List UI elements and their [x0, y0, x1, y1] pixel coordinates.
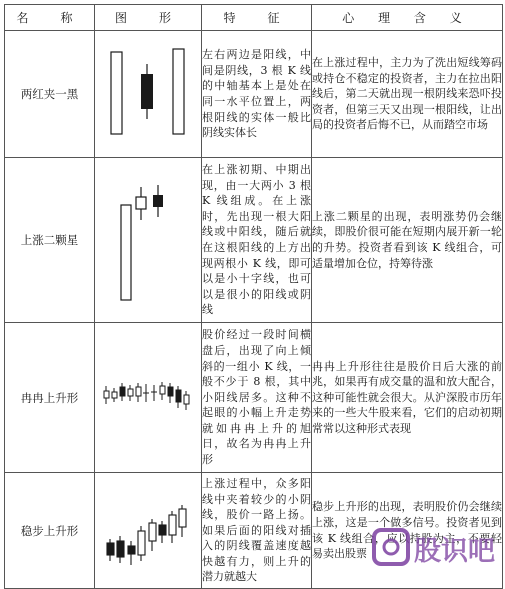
pattern-feature: 在上涨初期、中期出现，由一大两小 3 根 K 线组成。在上涨时，先出现一根大阳线或中阳线，随后就在这根阳线的上方出现两根小 K 线，即可以是小十字线，也可以是很小的阳线或阴线	[202, 158, 312, 323]
pattern-name: 两红夹一黑	[5, 31, 95, 158]
pattern-figure	[95, 473, 202, 589]
header-name: 名 称	[5, 5, 95, 31]
pattern-name: 稳步上升形	[5, 473, 95, 589]
table-row	[5, 323, 503, 473]
header-row	[5, 5, 503, 31]
two-stars-candles-icon	[98, 165, 198, 315]
pattern-figure	[95, 31, 202, 158]
steady-rise-candles-icon	[98, 481, 198, 581]
pattern-meaning: 稳步上升形的出现，表明股价仍会继续上涨，这是一个做多信号。投资者见到该 K 线组合，应以持股为主，不要轻易卖出股票	[312, 473, 503, 589]
box-gear-icon	[374, 530, 408, 564]
table-row	[5, 158, 503, 323]
header-figure: 图 形	[95, 5, 202, 31]
pattern-figure	[95, 158, 202, 323]
header-feature: 特 征	[202, 5, 312, 31]
pattern-meaning: 在上涨过程中，主力为了洗出短线筹码或持仓不稳定的投资者，主力在拉出阳线后，第二天就出现一根阴线来恐吓投资者，但第三天又出现一根阳线，让出局的投资者后悔不已，从而踏空市场	[312, 31, 503, 158]
header-meaning: 心 理 含 义	[312, 5, 503, 31]
pattern-figure	[95, 323, 202, 473]
pattern-feature: 左右两边是阳线，中间是阴线，3 根 K 线的中轴基本上是处在同一水平位置上，两根阳线的实体一般比阴线实体长	[202, 31, 312, 158]
pattern-meaning: 上涨二颗星的出现，表明涨势仍会继续，即股价很可能在短期内展开新一轮的升势。投资者看到该 K 线组合，可适量增加仓位，持筹待涨	[312, 158, 503, 323]
pattern-name: 冉冉上升形	[5, 323, 95, 473]
table-row	[5, 31, 503, 158]
pattern-feature: 上涨过程中，众多阳线中夹着较少的小阴线，股价一路上扬。如果后面的阳线对插入的阴线覆盖速度越快越有力，则上升的潜力就越大	[202, 473, 312, 589]
slow-rise-candles-icon	[96, 368, 200, 428]
watermark-text: 股识吧	[414, 536, 495, 567]
pattern-feature: 股价经过一段时间横盘后，出现了向上倾斜的一组小 K 线，一般不少于 8 根，其中小阳线居多。这种不起眼的小幅上升走势就如冉冉上升的旭日，故名为冉冉上升形	[202, 323, 312, 473]
kline-table	[4, 4, 503, 589]
pattern-meaning: 冉冉上升形往往是股价日后大涨的前兆，如果再有成交量的温和放大配合，这种可能性就会很大。从沪深股市历年来的一些大牛股来看，它们的启动初期常常以这种形式表现	[312, 323, 503, 473]
pattern-name: 上涨二颗星	[5, 158, 95, 323]
watermark-logo	[370, 520, 502, 576]
two-red-one-black-candles-icon	[98, 39, 198, 149]
